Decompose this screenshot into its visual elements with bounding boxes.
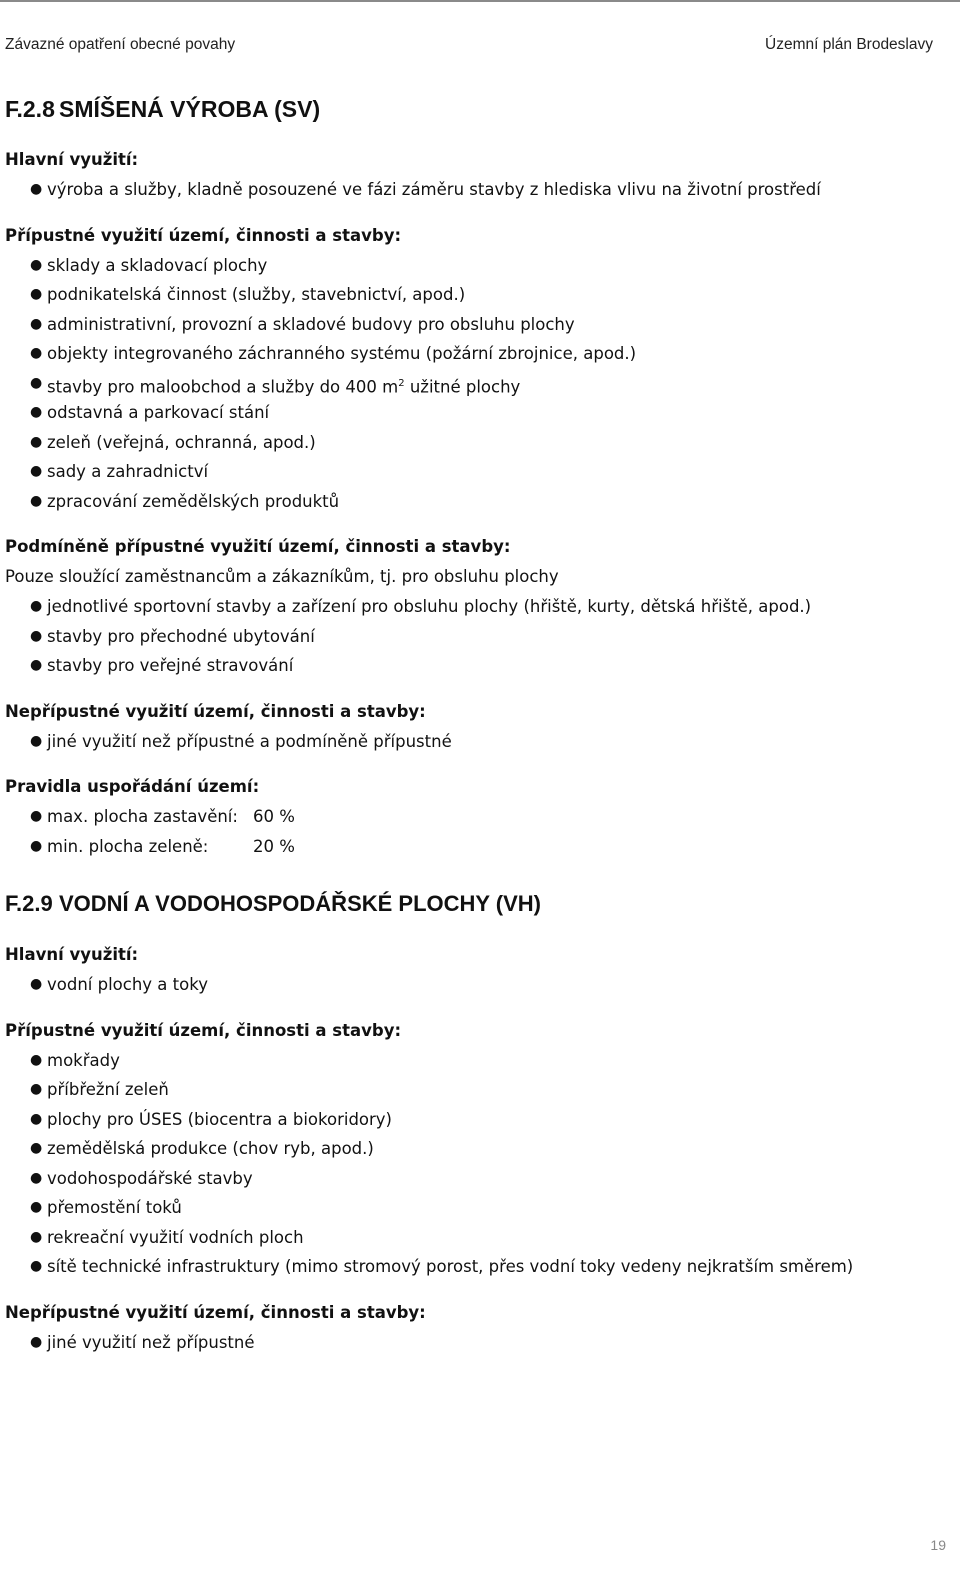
bullet-icon: ● <box>30 181 43 197</box>
bullet-icon: ● <box>30 657 43 673</box>
superscript: 2 <box>398 377 405 389</box>
bullet-icon: ● <box>30 1081 43 1097</box>
list-item: ● výroba a služby, kladně posouzené ve fázi záměru stavby z hlediska vlivu na životní prostředí <box>5 175 945 205</box>
bullet-icon: ● <box>30 732 43 749</box>
page-number: 19 <box>930 1537 946 1553</box>
bullet-icon: ● <box>30 1258 43 1274</box>
header-left: Závazné opatření obecné povahy <box>5 36 236 53</box>
list-item: ● rekreační využití vodních ploch <box>5 1223 945 1253</box>
bullet-icon: ● <box>30 256 43 273</box>
list-item: ● sady a zahradnictví <box>5 457 945 487</box>
header-right: Územní plán Brodeslavy <box>765 36 933 53</box>
list-nepripustne <box>5 727 945 757</box>
bullet-icon: ● <box>30 837 43 854</box>
section-name: SMÍŠENÁ VÝROBA (SV) <box>59 96 321 122</box>
list-item: ● odstavná a parkovací stání <box>5 398 945 428</box>
list-item: ● objekty integrovaného záchranného systému (požární zbrojnice, apod.) <box>5 339 945 369</box>
list-item: ● sítě technické infrastruktury (mimo stromový porost, přes vodní toky vedeny nejkratším směrem) <box>5 1252 945 1282</box>
bullet-icon: ● <box>30 492 43 509</box>
bullet-icon: ● <box>30 374 43 391</box>
heading-pravidla: Pravidla uspořádání území: <box>5 777 260 796</box>
bullet-icon: ● <box>30 1169 43 1186</box>
list-pripustne <box>5 1046 945 1282</box>
bullet-icon: ● <box>30 1228 43 1245</box>
bullet-icon: ● <box>30 808 43 824</box>
heading-nepripustne: Nepřípustné využití území, činnosti a stavby: <box>5 1302 426 1322</box>
bullet-icon: ● <box>30 404 43 420</box>
list-item: ● zemědělská produkce (chov ryb, apod.) <box>5 1134 945 1164</box>
bullet-icon: ● <box>30 433 43 450</box>
list-item: ● stavby pro maloobchod a služby do 400 $m^2$ užitné plochy <box>5 369 945 399</box>
list-item: ● sklady a skladovací plochy <box>5 251 945 281</box>
list-item: ● vodohospodářské stavby <box>5 1164 945 1194</box>
bullet-icon: ● <box>30 598 43 614</box>
list-item: ● mokřady <box>5 1046 945 1076</box>
list-item: ● administrativní, provozní a skladové budovy pro obsluhu plochy <box>5 310 945 340</box>
list-item: ● vodní plochy a toky <box>5 970 945 1000</box>
podminecne-intro: Pouze sloužící zaměstnancům a zákazníkům, tj. pro obsluhu plochy <box>5 567 559 586</box>
rule-row: ● min. plocha zeleně: 20 % <box>5 832 945 862</box>
list-item: ● podnikatelská činnost (služby, stavebnictví, apod.) <box>5 280 945 310</box>
list-item: ● zeleň (veřejná, ochranná, apod.) <box>5 428 945 458</box>
bullet-icon: ● <box>30 1199 43 1215</box>
bullet-icon: ● <box>30 1333 43 1350</box>
page-header <box>5 36 933 54</box>
list-item: ● příbřežní zeleň <box>5 1075 945 1105</box>
section-title-sv <box>5 92 945 126</box>
heading-hlavni-vyuziti: Hlavní využití: <box>5 945 139 964</box>
bullet-icon: ● <box>30 976 43 992</box>
heading-pripustne: Přípustné využití území, činnosti a stavby: <box>5 225 402 245</box>
bullet-icon: ● <box>30 463 43 479</box>
heading-pripustne: Přípustné využití území, činnosti a stavby: <box>5 1020 402 1040</box>
header-rule <box>0 0 960 2</box>
rule-row: ● max. plocha zastavění: 60 % <box>5 802 945 832</box>
heading-podminecne: Podmíněně přípustné využití území, činnosti a stavby: <box>5 537 511 556</box>
section-number: F.2.9 <box>5 891 53 916</box>
list-item: ● stavby pro veřejné stravování <box>5 651 945 681</box>
section-name: VODNÍ A VODOHOSPODÁŘSKÉ PLOCHY (VH) <box>59 891 542 916</box>
list-item: ● jiné využití než přípustné a podmíněně přípustné <box>5 727 945 757</box>
bullet-icon: ● <box>30 627 43 644</box>
list-nepripustne <box>5 1328 945 1358</box>
bullet-icon: ● <box>30 1110 43 1127</box>
bullet-icon: ● <box>30 286 43 302</box>
bullet-icon: ● <box>30 345 43 361</box>
page-content <box>5 92 945 1357</box>
bullet-icon: ● <box>30 1051 43 1068</box>
list-item: ● přemostění toků <box>5 1193 945 1223</box>
heading-hlavni-vyuziti: Hlavní využití: <box>5 150 139 169</box>
section-title-vh <box>5 887 945 921</box>
list-hlavni <box>5 175 945 205</box>
heading-nepripustne: Nepřípustné využití území, činnosti a stavby: <box>5 701 426 721</box>
list-item: ● zpracování zemědělských produktů <box>5 487 945 517</box>
list-podminecne <box>5 592 945 681</box>
list-pravidla <box>5 802 945 861</box>
list-pripustne <box>5 251 945 517</box>
list-hlavni <box>5 970 945 1000</box>
list-item: ● plochy pro ÚSES (biocentra a biokoridory) <box>5 1105 945 1135</box>
list-item: ● jiné využití než přípustné <box>5 1328 945 1358</box>
bullet-icon: ● <box>30 1140 43 1156</box>
bullet-icon: ● <box>30 315 43 332</box>
section-number: F.2.8 <box>5 96 55 122</box>
list-item: ● jednotlivé sportovní stavby a zařízení pro obsluhu plochy (hřiště, kurty, dětská hřiště, apod.) <box>5 592 945 622</box>
list-item: ● stavby pro přechodné ubytování <box>5 622 945 652</box>
